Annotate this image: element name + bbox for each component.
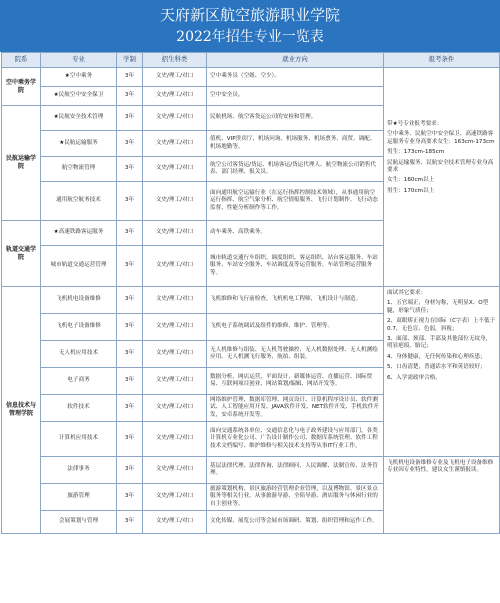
req-line: 1、五官端正，身材匀称，无明显X、O型腿，形象气质佳； <box>387 300 489 314</box>
req-line: 6、入学需政审合格。 <box>387 374 441 381</box>
header-major: 专业 <box>41 53 117 68</box>
college-cell: 轨道交通学院 <box>2 221 41 287</box>
header-college: 院系 <box>2 53 41 68</box>
table-row <box>2 457 500 484</box>
direction-cell: 民航机场、航空客货运公司的安检和管理。 <box>207 106 384 131</box>
major-cell: 计算机应用技术 <box>41 422 117 457</box>
years-cell: 3年 <box>117 484 143 511</box>
category-cell: 文史/理工/对口 <box>143 511 207 534</box>
years-cell: 3年 <box>117 422 143 457</box>
req-line: 带★号专业报考要求： <box>387 121 443 127</box>
school-name: 天府新区航空旅游职业学院 <box>159 6 340 24</box>
header-row <box>2 53 500 68</box>
direction-cell: 面向交通系统各单位、交通信息化与电子政务建设与应用部门，各类计算机专业化公司、广告设计制作公司、数据库系统管理、软件工程技术文档编写、维护维修与相关技术支持等从事IT行业工作。 <box>207 422 384 457</box>
table-title: 2022年招生专业一览表 <box>176 29 324 45</box>
header-direction: 就业方向 <box>207 53 384 68</box>
years-cell: 3年 <box>117 221 143 246</box>
req-line: 4、身体健康，无任何传染和心理疾患； <box>387 353 486 360</box>
major-cell: 航空物流管理 <box>41 157 117 182</box>
years-cell: 3年 <box>117 131 143 157</box>
college-cell: 民航运输学院 <box>2 106 41 221</box>
req-line: 男生：170cm以上 <box>387 187 435 194</box>
requirements-cell-2 <box>384 287 500 457</box>
direction-cell: 无人机维修与组装、无人机驾驶操控、无人机数据处理、无人机测绘应用、无人机测飞行服务、航拍、组装。 <box>207 341 384 368</box>
table-row <box>2 287 500 314</box>
major-cell: 飞机电子设备维修 <box>41 314 117 341</box>
category-cell: 文史/理工/对口 <box>143 484 207 511</box>
major-cell: 电子商务 <box>41 368 117 395</box>
years-cell: 3年 <box>117 287 143 314</box>
category-cell: 文史/理工/对口 <box>143 157 207 182</box>
req-line: 男生：173cm-185cm <box>387 149 445 156</box>
direction-cell: 飞机维修和飞行前检查，飞机机电工程师，飞机设计与制造。 <box>207 287 384 314</box>
years-cell: 3年 <box>117 395 143 422</box>
college-cell: 信息技术与管理学院 <box>2 287 41 534</box>
category-cell: 文史/理工/对口 <box>143 131 207 157</box>
category-cell: 文史/理工/对口 <box>143 368 207 395</box>
college-cell: 空中乘务学院 <box>2 68 41 106</box>
years-cell: 3年 <box>117 341 143 368</box>
category-cell: 文史/理工/对口 <box>143 68 207 87</box>
major-cell: 旅游管理 <box>41 484 117 511</box>
majors-table <box>1 52 500 534</box>
category-cell: 文史/理工/对口 <box>143 106 207 131</box>
req-line: 2、双眼矫正视力在国际（C字表）上不低于0.7，无色盲、色弱，斜视； <box>387 318 496 332</box>
direction-cell: 网络维护管理、数据库管理、网页设计、计算机程序设计员、软件测试、人工智能应用开发、JAVA软件开发、NET软件开发、手机软件开发，安卓系统开发等。 <box>207 395 384 422</box>
direction-cell: 数据分析、网店运营、平面设计、新媒体运营、直播运营、国际贸易、互联网项目创业、网站策划/编辑、网站开发等。 <box>207 368 384 395</box>
header-category: 招生科类 <box>143 53 207 68</box>
req-line: 民航运输服务、民航安全技术管理专业身高要求 <box>387 159 494 174</box>
header-requirements: 报考条件 <box>384 53 500 68</box>
header-years: 学制 <box>117 53 143 68</box>
category-cell: 文史/理工/对口 <box>143 422 207 457</box>
category-cell: 文史/理工/对口 <box>143 287 207 314</box>
direction-cell: 文化传媒、展览公司等会展市场调研、策划、组织管理和运作工作。 <box>207 511 384 534</box>
years-cell: 3年 <box>117 68 143 87</box>
table-row <box>2 68 500 87</box>
years-cell: 3年 <box>117 87 143 106</box>
years-cell: 3年 <box>117 368 143 395</box>
category-cell: 文史/理工/对口 <box>143 395 207 422</box>
category-cell: 文史/理工/对口 <box>143 314 207 341</box>
req-line: 面试其它要求： <box>387 290 427 296</box>
req-line: 5、口齿清楚，普通话水平和英语较好； <box>387 364 486 371</box>
category-cell: 文史/理工/对口 <box>143 182 207 221</box>
direction-cell: 空中安全员。 <box>207 87 384 106</box>
direction-cell: 旅游策划机构、景区旅游经营管理企业管理，以及博物馆、景区景点服务等相关行业，从事旅游导游、全陪导游、酒店服务与休闲行业的自主创业等。 <box>207 484 384 511</box>
years-cell: 3年 <box>117 182 143 221</box>
category-cell: 文史/理工/对口 <box>143 341 207 368</box>
requirements-cell-3 <box>384 457 500 534</box>
years-cell: 3年 <box>117 314 143 341</box>
title-banner <box>0 0 500 52</box>
major-cell: 会展策划与管理 <box>41 511 117 534</box>
direction-cell: 航空公司客货运/货运、机场客运/货运代理人、航空物流公司销售代表、部门经理、报关员。 <box>207 157 384 182</box>
major-cell: ★民航空中安全保卫 <box>41 87 117 106</box>
major-cell: 城市轨道交通运营管理 <box>41 246 117 287</box>
direction-cell: 飞机电子系统调试及组件的维修、维护、管理等。 <box>207 314 384 341</box>
category-cell: 文史/理工/对口 <box>143 457 207 484</box>
major-cell: 无人机应用技术 <box>41 341 117 368</box>
major-cell: ★高速铁路客运服务 <box>41 221 117 246</box>
direction-cell: 值机、VIP贵宾厅、机场问询、机场服务、机场票务、商贸、调配、机场地勤等。 <box>207 131 384 157</box>
req-line: 飞机机电设备维修专业及飞机电子设备维修专业因专业特性，建议女生谨慎报读。 <box>387 460 494 474</box>
major-cell: 软件技术 <box>41 395 117 422</box>
years-cell: 3年 <box>117 457 143 484</box>
category-cell: 文史/理工/对口 <box>143 221 207 246</box>
major-cell: ★民航运输服务 <box>41 131 117 157</box>
direction-cell: 空中乘务员（空姐、空少）。 <box>207 68 384 87</box>
major-cell: 通用航空航务技术 <box>41 182 117 221</box>
req-line: 空中乘务、民航空中安全保卫、高速铁路客运服务专业身高要求女生：163cm-173cm <box>387 131 495 145</box>
major-cell: 法律事务 <box>41 457 117 484</box>
direction-cell: 基层法律代理、法律咨询、法律顾问、人民调解、法制宣传、法务管理。 <box>207 457 384 484</box>
direction-cell: 动车乘务、高铁乘务。 <box>207 221 384 246</box>
req-line: 3、面部、颈部、手部及其他部位无纹身，明显疤痕、胎记； <box>387 336 492 350</box>
years-cell: 3年 <box>117 106 143 131</box>
major-cell: ★空中乘务 <box>41 68 117 87</box>
requirements-cell-1 <box>384 68 500 287</box>
years-cell: 3年 <box>117 511 143 534</box>
major-cell: 飞机机电设备维修 <box>41 287 117 314</box>
direction-cell: 面向通用航空运输行业（在运行指挥控制技术领域），从事通用航空运行指挥、航空气象分析、航空情报服务、飞行计划制作、飞行动态监督、性能分析制作等工作。 <box>207 182 384 221</box>
category-cell: 文史/理工/对口 <box>143 246 207 287</box>
years-cell: 3年 <box>117 246 143 287</box>
req-line: 女生：160cm以上 <box>387 177 435 184</box>
major-cell: ★民航安全技术管理 <box>41 106 117 131</box>
category-cell: 文史/理工/对口 <box>143 87 207 106</box>
years-cell: 3年 <box>117 157 143 182</box>
direction-cell: 城市轨道交通行车组织、调度组织、客运组织、站台客运服务、车站服务、车站安全服务、车站调度及等运营服务、车站管理运营服务等。 <box>207 246 384 287</box>
